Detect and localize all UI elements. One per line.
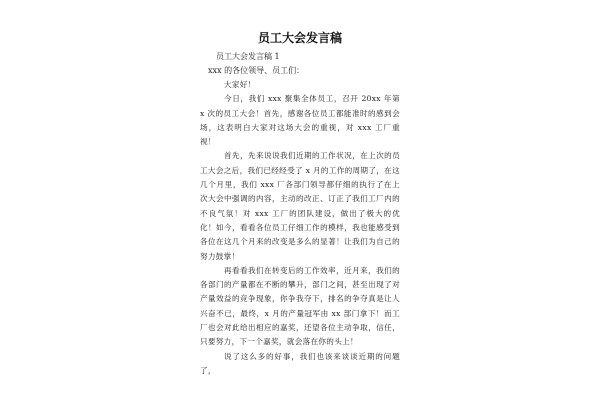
paragraph-problems: 说了这么多的好事，我们也该来谈谈近期的问题了， [200,351,400,375]
paragraph-opening: 大家好！ [224,80,256,89]
paragraph-recent-work: 首先，先来说说我们近期的工作状况，在上次的员工大会之后，我们已经经受了 x 月的工作的周期了，在这几个月里，我们 xxx 厂各部门领导都仔细的执行了在上次大会中强调的内容，主动的改正、订正了我们工厂内的不良气氛！对 xxx 工厂的团队建设，做出了极大的优化！如今，看看各位员工仔细工作的模样，我也能感受到各位在这几个月来的改变是多么的显著！让我们为自己的努力鼓掌！ [200,151,400,261]
paragraph-introduction: 今日，我们 xxx 聚集全体员工，召开 20xx 年第 x 次的员工大会！首先，感谢各位员工都能准时的感到会场，这表明白大家对这场大会的重视，对 xxx 工厂重视！ [200,94,400,147]
document-page [200,30,400,378]
greeting-line: xxx 的各位领导、员工们： [208,66,305,75]
document-subtitle: 员工大会发言稿 1 [216,52,280,61]
paragraph-efficiency: 再看看我们在转变后的工作效率，近月来，我们的各部门的产量都在不断的攀升，部门之间，甚至出现了对产量效益的竞争现象，你争我夺下，排名的争夺真是让人兴奋不已，最终，x 月的产量冠军由 xx 部门拿下！而工厂也会对此给出相应的嘉奖，还望各位主动争取，信任，只要努力，下一个嘉奖，就会落在你的头上！ [200,265,400,347]
document-title: 员工大会发言稿 [257,31,342,45]
